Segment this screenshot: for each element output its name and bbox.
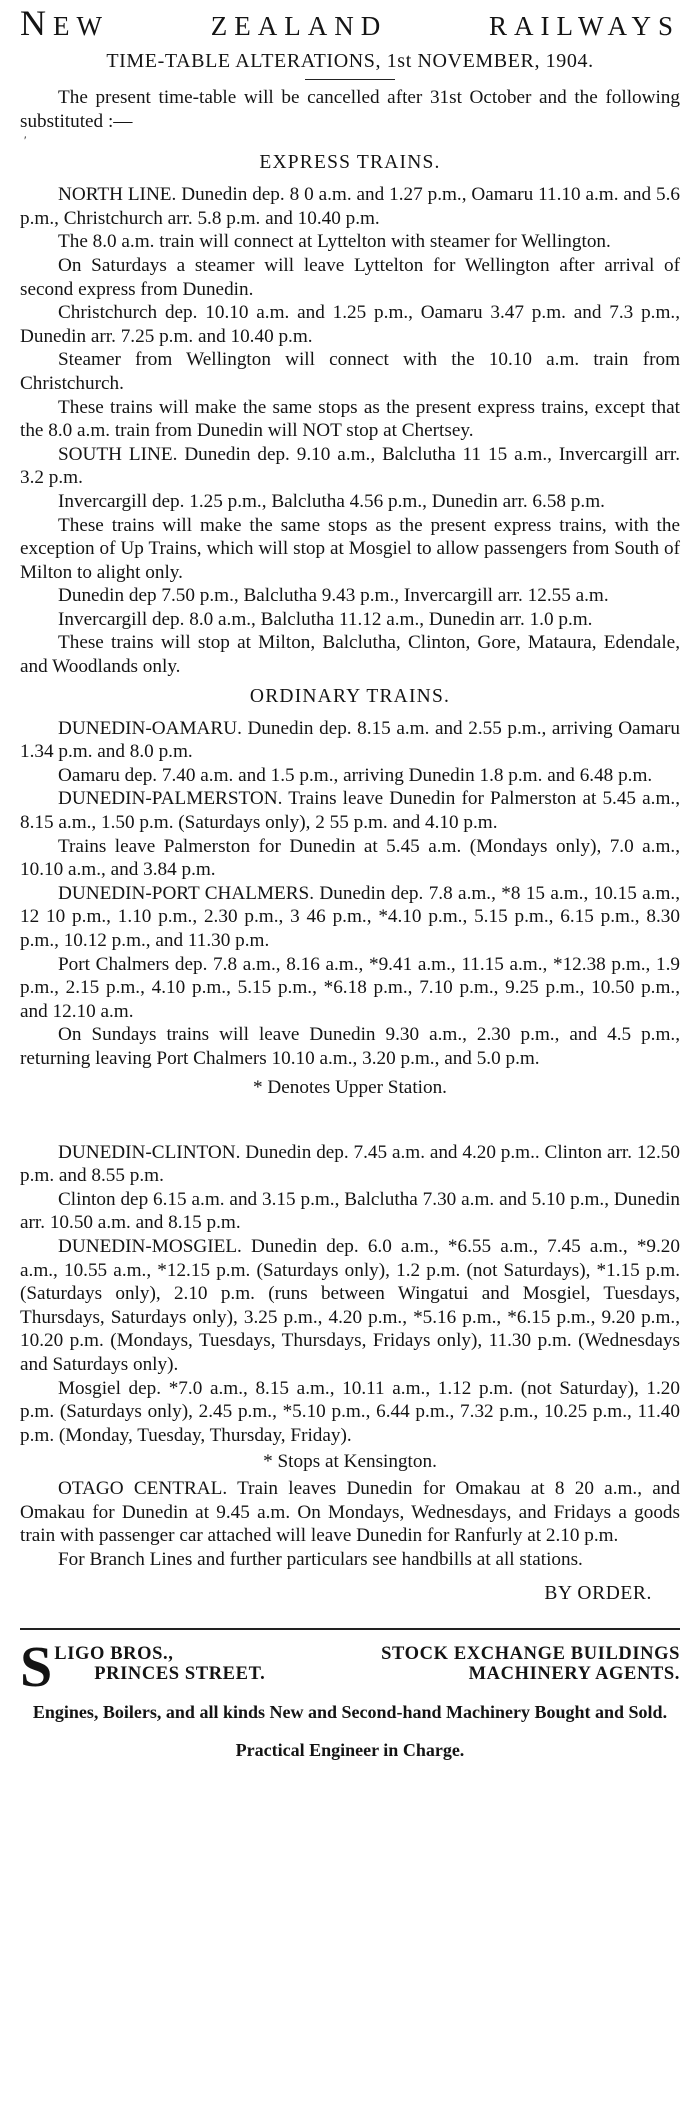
timetable-paragraph: These trains will stop at Milton, Balclutha, Clinton, Gore, Mataura, Edendale, and Woodlands only. bbox=[20, 632, 680, 678]
advert-street: PRINCES STREET. bbox=[94, 1663, 266, 1684]
masthead-word-zealand: ZEALAND bbox=[210, 11, 388, 41]
advert-building: STOCK EXCHANGE BUILDINGS bbox=[381, 1643, 680, 1664]
advert-agents: MACHINERY AGENTS. bbox=[468, 1663, 680, 1684]
timetable-paragraph: The 8.0 a.m. train will connect at Lyttelton with steamer for Wellington. bbox=[58, 231, 611, 253]
advert-company-name: LIGO BROS., bbox=[54, 1643, 174, 1664]
ordinary-heading: ORDINARY TRAINS. bbox=[249, 685, 451, 707]
timetable-paragraph: Mosgiel dep. *7.0 a.m., 8.15 a.m., 10.11 a.m., 1.12 p.m. (not Saturday), 1.20 p.m. (Saturdays only), 2.45 p.m., *5.10 p.m., 6.44 p.m., 7.32 p.m., 10.25 p.m., 11.40 p.m. (Monday, Tuesday, Thursday, Friday). bbox=[20, 1377, 680, 1446]
intro-paragraph: The present time-table will be cancelled after 31st October and the following substituted :— bbox=[20, 87, 680, 132]
timetable-paragraph: On Sundays trains will leave Dunedin 9.30 a.m., 2.30 p.m., and 4.5 p.m., returning leaving Port Chalmers 10.10 a.m., 3.20 p.m., and 5.0 p.m. bbox=[20, 1024, 680, 1069]
timetable-paragraph: SOUTH LINE. Dunedin dep. 9.10 a.m., Balclutha 11 15 a.m., Invercargill arr. 3.2 p.m. bbox=[20, 443, 680, 489]
advert-header bbox=[20, 1633, 680, 1699]
timetable-paragraph: Clinton dep 6.15 a.m. and 3.15 p.m., Balclutha 7.30 a.m. and 5.10 p.m., Dunedin arr. 10.50 a.m. and 8.15 p.m. bbox=[20, 1188, 680, 1234]
advert-divider bbox=[20, 1628, 680, 1630]
timetable-paragraph: DUNEDIN-PALMERSTON. Trains leave Dunedin for Palmerston at 5.45 a.m., 8.15 a.m., 1.50 p.m. (Saturdays only), 2 55 p.m. and 4.10 p.m. bbox=[20, 788, 680, 834]
timetable-paragraph: Trains leave Palmerston for Dunedin at 5.45 a.m. (Mondays only), 7.0 a.m., 10.10 a.m., and 3.84 p.m. bbox=[20, 835, 680, 881]
timetable-paragraph: Invercargill dep. 1.25 p.m., Balclutha 4.56 p.m., Dunedin arr. 6.58 p.m. bbox=[58, 490, 605, 512]
by-order-signature: BY ORDER. bbox=[544, 1582, 652, 1604]
express-paragraphs bbox=[20, 183, 680, 678]
timetable-paragraph: On Saturdays a steamer will leave Lyttelton for Wellington after arrival of second express from Dunedin. bbox=[20, 254, 680, 300]
advert-body: Engines, Boilers, and all kinds New and Second-hand Machinery Bought and Sold. bbox=[32, 1701, 668, 1722]
timetable-paragraph: Steamer from Wellington will connect with the 10.10 a.m. train from Christchurch. bbox=[20, 349, 680, 394]
timetable-paragraph: DUNEDIN-PORT CHALMERS. Dunedin dep. 7.8 a.m., *8 15 a.m., 10.15 a.m., 12 10 p.m., 1.10 p.m., 2.30 p.m., 3 46 p.m., *4.10 p.m., 5.15 p.m., 6.15 p.m., 8.30 p.m., 10.12 p.m., and 11.30 p.m. bbox=[20, 882, 680, 951]
express-heading: EXPRESS TRAINS. bbox=[259, 152, 441, 174]
alterations-title: TIME-TABLE ALTERATIONS, 1st NOVEMBER, 1904. bbox=[106, 50, 594, 72]
timetable-paragraph: For Branch Lines and further particulars see handbills at all stations. bbox=[58, 1549, 583, 1571]
masthead bbox=[20, 3, 680, 43]
advert-left-column bbox=[54, 1644, 265, 1684]
advert-columns bbox=[54, 1644, 680, 1684]
advert-footer: Practical Engineer in Charge. bbox=[235, 1739, 465, 1760]
upper-station-note: * Denotes Upper Station. bbox=[253, 1076, 447, 1098]
title-rule bbox=[305, 79, 395, 80]
timetable-paragraph: Dunedin dep 7.50 p.m., Balclutha 9.43 p.m., Invercargill arr. 12.55 a.m. bbox=[58, 585, 609, 607]
timetable-paragraph: NORTH LINE. Dunedin dep. 8 0 a.m. and 1.27 p.m., Oamaru 11.10 a.m. and 5.6 p.m., Christchurch arr. 5.8 p.m. and 10.40 p.m. bbox=[20, 184, 680, 229]
kensington-note: * Stops at Kensington. bbox=[263, 1451, 437, 1473]
advert-right-column bbox=[381, 1644, 680, 1684]
notice-page bbox=[20, 0, 680, 1762]
timetable-paragraph: These trains will make the same stops as the present express trains, except that the 8.0 a.m. train from Dunedin will NOT stop at Chertsey. bbox=[20, 396, 680, 442]
timetable-paragraph: Oamaru dep. 7.40 a.m. and 1.5 p.m., arriving Dunedin 1.8 p.m. and 6.48 p.m. bbox=[58, 764, 653, 786]
timetable-paragraph: DUNEDIN-CLINTON. Dunedin dep. 7.45 a.m. and 4.20 p.m.. Clinton arr. 12.50 p.m. and 8.55 p.m. bbox=[20, 1141, 680, 1187]
timetable-paragraph: Invercargill dep. 8.0 a.m., Balclutha 11.12 a.m., Dunedin arr. 1.0 p.m. bbox=[58, 608, 593, 630]
ordinary-paragraphs-a bbox=[20, 717, 680, 1071]
masthead-word-railways: RAILWAYS bbox=[488, 11, 680, 41]
timetable-paragraph: Port Chalmers dep. 7.8 a.m., 8.16 a.m., *9.41 a.m., 11.15 a.m., *12.38 p.m., 1.9 p.m., 2.15 p.m., 4.10 p.m., 5.15 p.m., *6.18 p.m., 7.10 p.m., 9.25 p.m., 10.50 p.m., and 12.10 a.m. bbox=[20, 953, 680, 1022]
ordinary-paragraphs-c bbox=[20, 1477, 680, 1571]
timetable-paragraph: DUNEDIN-OAMARU. Dunedin dep. 8.15 a.m. and 2.55 p.m., arriving Oamaru 1.34 p.m. and 8.0 p.m. bbox=[20, 717, 680, 763]
timetable-paragraph: DUNEDIN-MOSGIEL. Dunedin dep. 6.0 a.m., *6.55 a.m., 7.45 a.m., *9.20 a.m., 10.55 a.m., *12.15 p.m. (Saturdays only), 1.2 p.m. (not Saturdays), *1.15 p.m. (Saturdays only), 2.10 p.m. (runs between Wingatui and Mosgiel, Tuesdays, Thursdays, Saturdays only), 3.25 p.m., 4.20 p.m., *5.16 p.m., *6.15 p.m., 9.20 p.m., 10.20 p.m. (Mondays, Tuesdays, Thursdays, Fridays only), 11.30 p.m. (Wednesdays and Saturdays only). bbox=[20, 1235, 680, 1375]
ordinary-paragraphs-b bbox=[20, 1141, 680, 1448]
advert-initial: S bbox=[20, 1633, 53, 1699]
timetable-paragraph: These trains will make the same stops as the present express trains, with the exception of Up Trains, which will stop at Mosgiel to allow passengers from South of Milton to alight only. bbox=[20, 514, 680, 583]
masthead-word-new: NEW bbox=[20, 3, 109, 43]
stray-mark: ′ bbox=[24, 133, 27, 148]
timetable-paragraph: OTAGO CENTRAL. Train leaves Dunedin for Omakau at 8 20 a.m., and Omakau for Dunedin at 9.45 a.m. On Mondays, Wednesdays, and Fridays a goods train with passenger car attached will leave Dunedin for Ranfurly at 2.10 p.m. bbox=[20, 1478, 680, 1547]
timetable-paragraph: Christchurch dep. 10.10 a.m. and 1.25 p.m., Oamaru 3.47 p.m. and 7.3 p.m., Dunedin arr. 7.25 p.m. and 10.40 p.m. bbox=[20, 302, 680, 347]
